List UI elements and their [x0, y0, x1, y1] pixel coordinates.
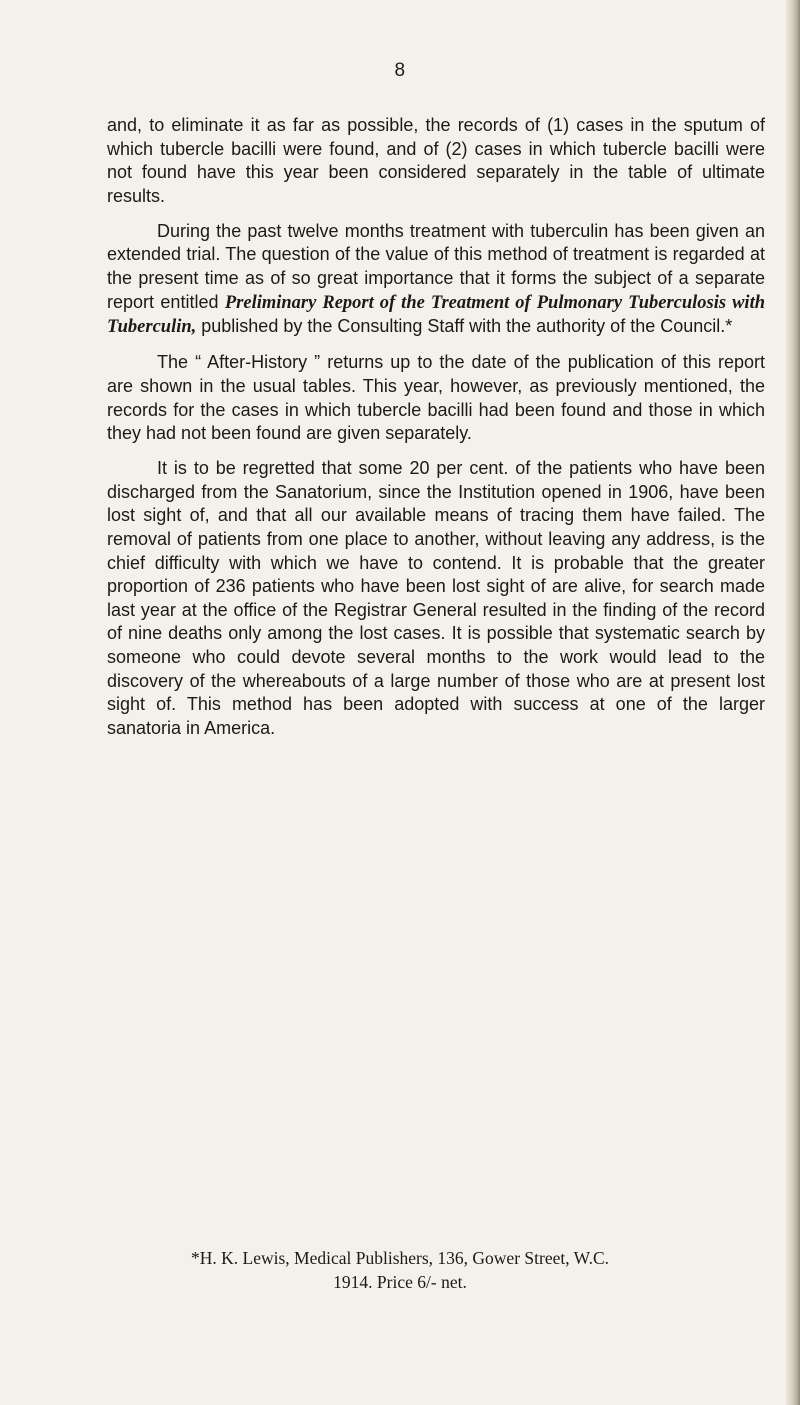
footnote [0, 1246, 800, 1294]
body-text [107, 114, 765, 752]
page-edge-shadow [786, 0, 800, 1405]
paragraph-tuberculin-treatment [107, 220, 765, 340]
paragraph-results-records: and, to eliminate it as far as possible, the records of (1) cases in the sputum of which tubercle bacilli were found, and of (2) cases in which tubercle bacilli were not found have this year been considered separately in the table of ultimate results. [107, 115, 765, 206]
footnote-line-2: 1914. Price 6/- net. [333, 1272, 467, 1292]
paragraph-text-before: During the past twelve months treatment with tuberculin has been given an extended trial. The question of the value of this method of treatment is regarded at the present time as of so great importance that it forms the subject of a separate report entitled [107, 220, 765, 312]
page-number: 8 [394, 60, 406, 81]
paragraph-lost-patients: It is to be regretted that some 20 per cent. of the patients who have been discharged from the Sanatorium, since the Institution opened in 1906, have been lost sight of, and that all our available means of tracing them have failed. The removal of patients from one place to another, without leaving any address, is the chief difficulty with which we have to contend. It is probable that the greater proportion of 236 patients who have been lost sight of are alive, for search made last year at the office of the Registrar General resulted in the finding of the record of nine deaths only among the lost cases. It is possible that systematic search by someone who could devote several months to the work would lead to the discovery of the whereabouts of a large number of those who are at present lost sight of. This method has been adopted with success at one of the larger sanatoria in America. [107, 458, 765, 738]
report-title: Preliminary Report of the Treatment of Pulmonary Tuberculosis with Tuberculin, [107, 292, 765, 338]
footnote-line-1: *H. K. Lewis, Medical Publishers, 136, Gower Street, W.C. [190, 1248, 609, 1268]
paragraph-text-after: published by the Consulting Staff with the authority of the Council.* [196, 316, 733, 337]
paragraph-after-history: The “ After-History ” returns up to the date of the publication of this report are shown in the usual tables. This year, however, as previously mentioned, the records for the cases in which tubercle bacilli had been found and those in which they had not been found are given separately. [107, 352, 765, 444]
